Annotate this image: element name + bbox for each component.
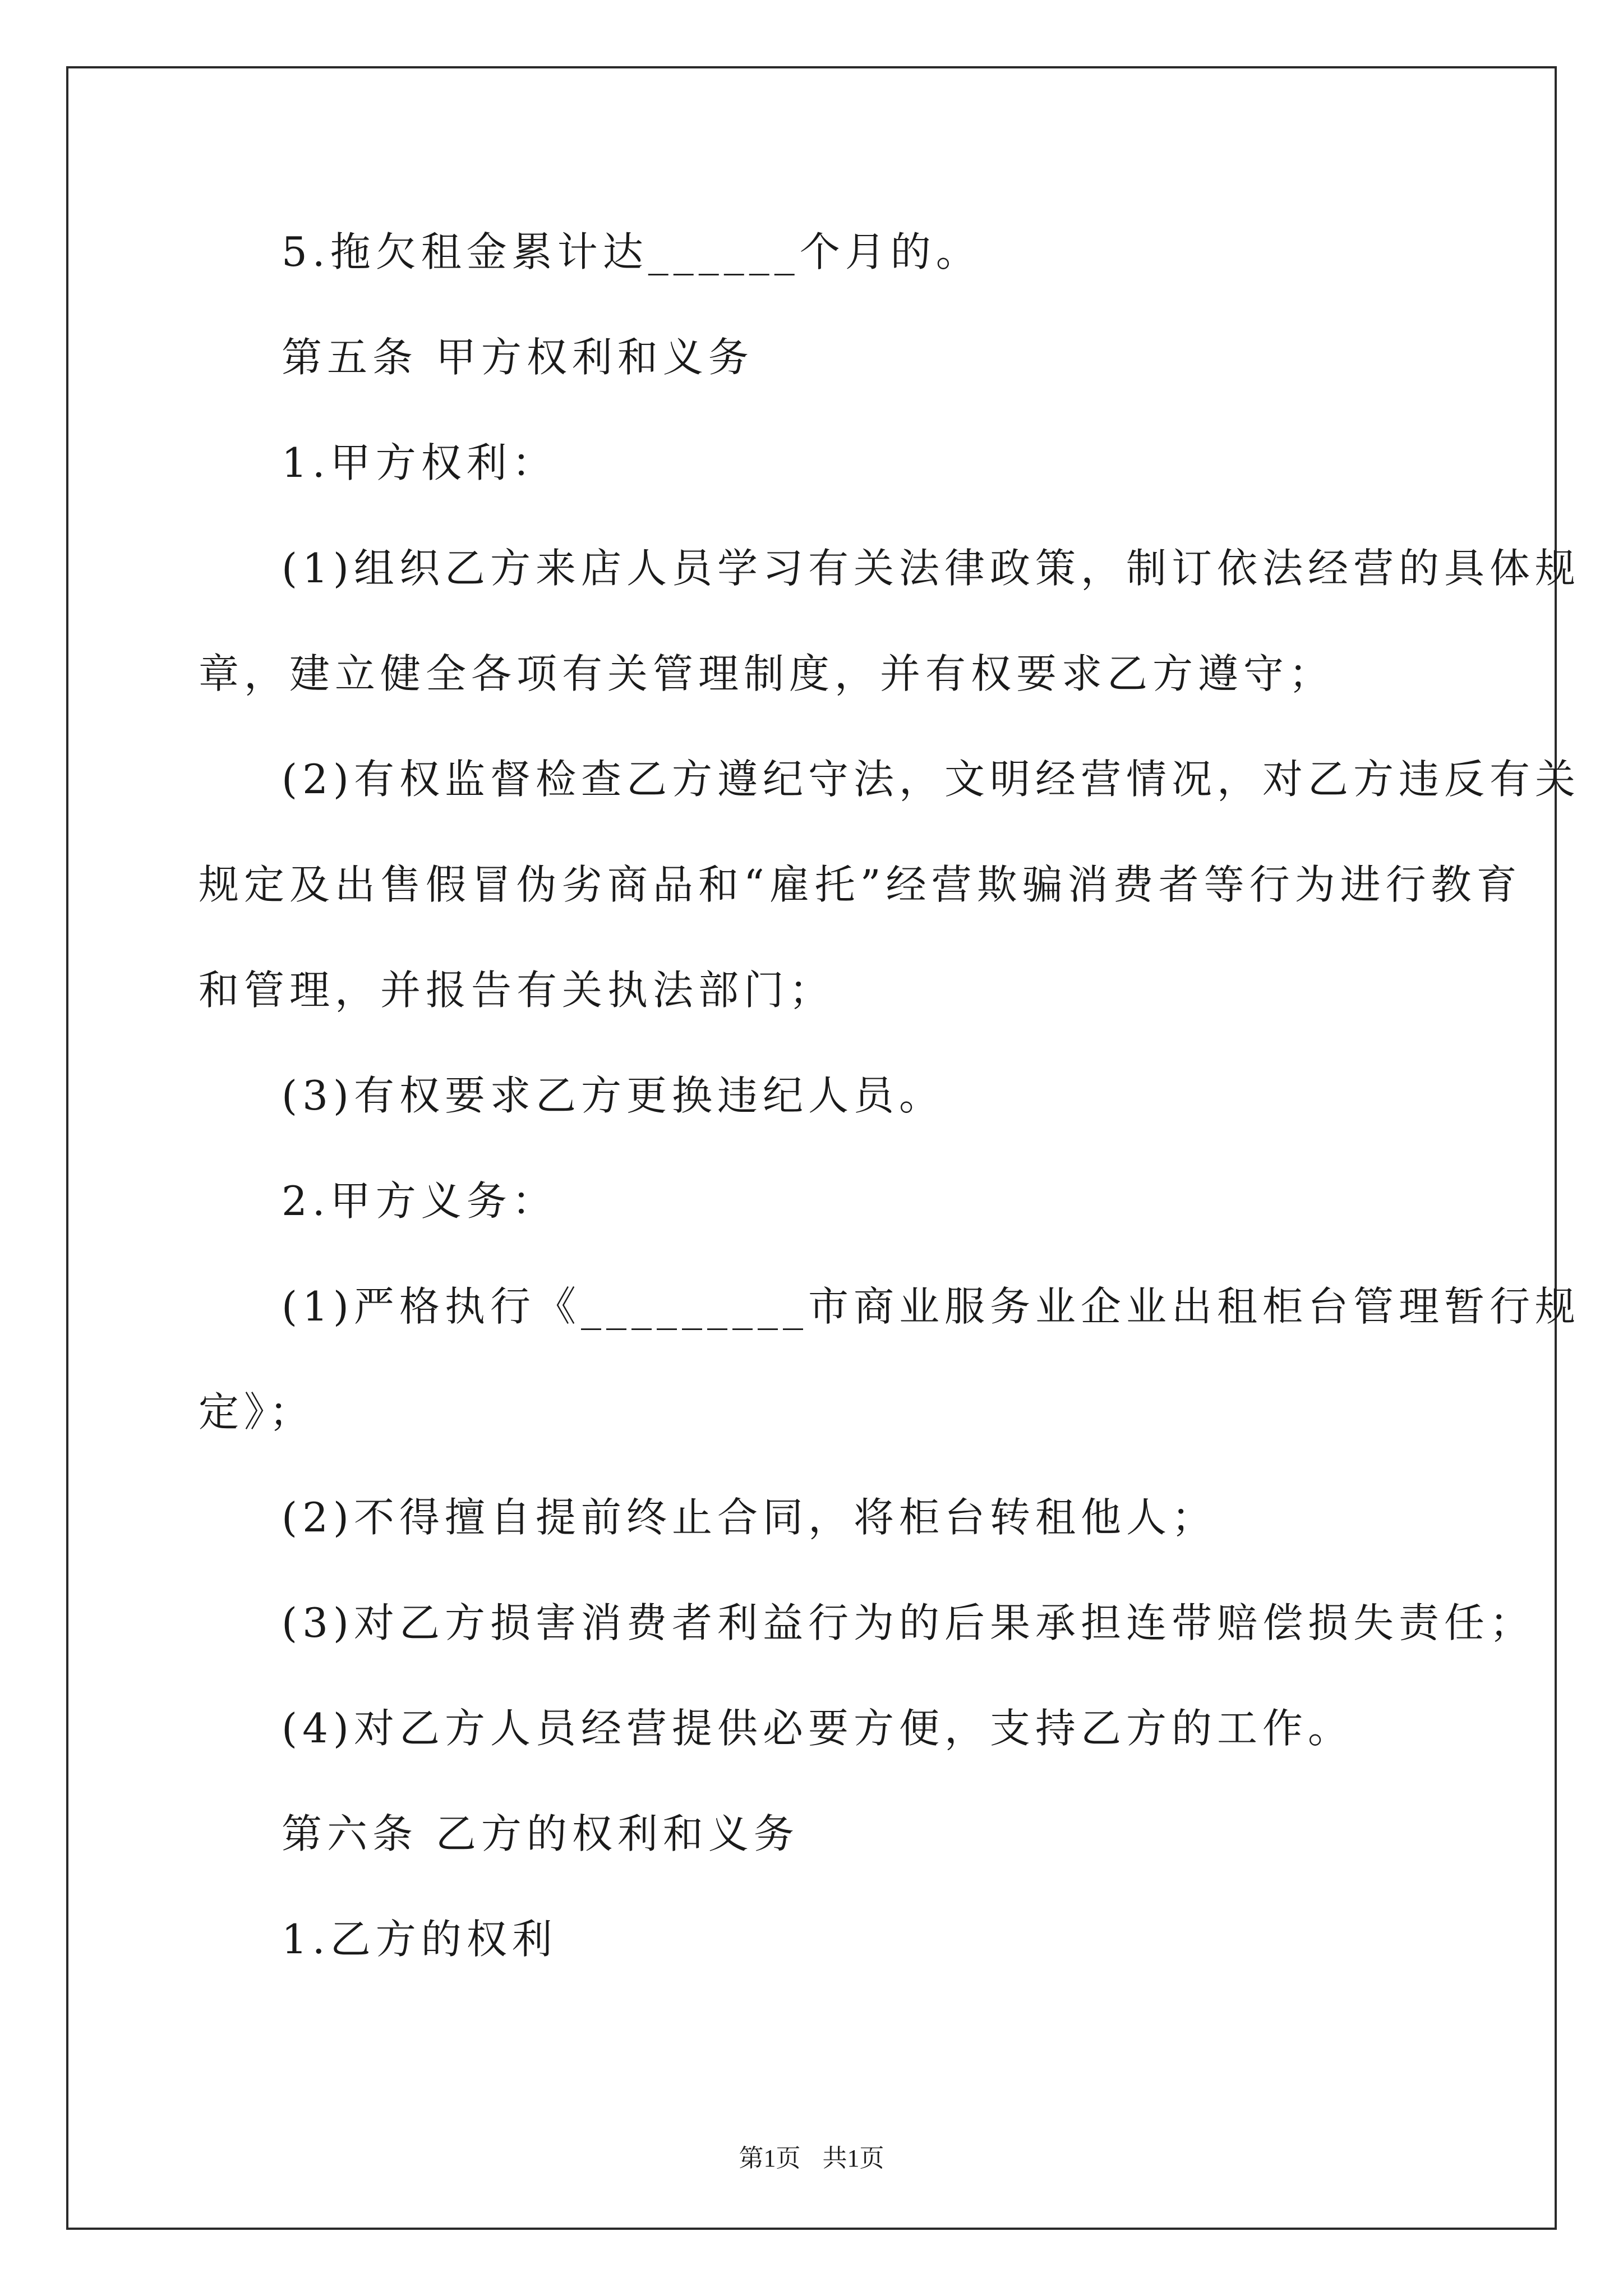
clause-line: (4)对乙方人员经营提供必要方便，支持乙方的工作。	[282, 1705, 1353, 1752]
clause-line: 定》；	[199, 1388, 315, 1435]
subsection-heading: 1.甲方权利：	[282, 439, 557, 486]
page-count: 共1页	[822, 2145, 884, 2172]
section-heading: 第六条 乙方的权利和义务	[282, 1810, 799, 1857]
clause-line: 5.拖欠租金累计达______个月的。	[282, 228, 981, 275]
clause-line: (1)组织乙方来店人员学习有关法律政策，制订依法经营的具体规	[282, 545, 1580, 592]
clause-line: 和管理，并报告有关执法部门；	[199, 967, 835, 1014]
clause-line: 章，建立健全各项有关管理制度，并有权要求乙方遵守；	[199, 650, 1335, 697]
page-border	[66, 66, 1557, 2230]
page-footer	[0, 2142, 1623, 2175]
clause-line: (3)对乙方损害消费者利益行为的后果承担连带赔偿损失责任；	[282, 1599, 1535, 1646]
section-heading: 第五条 甲方权利和义务	[282, 334, 754, 381]
page-number: 第1页	[739, 2145, 801, 2172]
clause-line: (3)有权要求乙方更换违纪人员。	[282, 1072, 944, 1119]
clause-line: (2)不得擅自提前终止合同，将柜台转租他人；	[282, 1494, 1217, 1541]
subsection-heading: 1.乙方的权利	[282, 1916, 557, 1963]
clause-line: (2)有权监督检查乙方遵纪守法，文明经营情况，对乙方违反有关	[282, 756, 1580, 803]
clause-line: 规定及出售假冒伪劣商品和“雇托”经营欺骗消费者等行为进行教育	[199, 861, 1522, 908]
subsection-heading: 2.甲方义务：	[282, 1177, 557, 1225]
clause-line: (1)严格执行《_________市商业服务业企业出租柜台管理暂行规	[282, 1283, 1580, 1330]
